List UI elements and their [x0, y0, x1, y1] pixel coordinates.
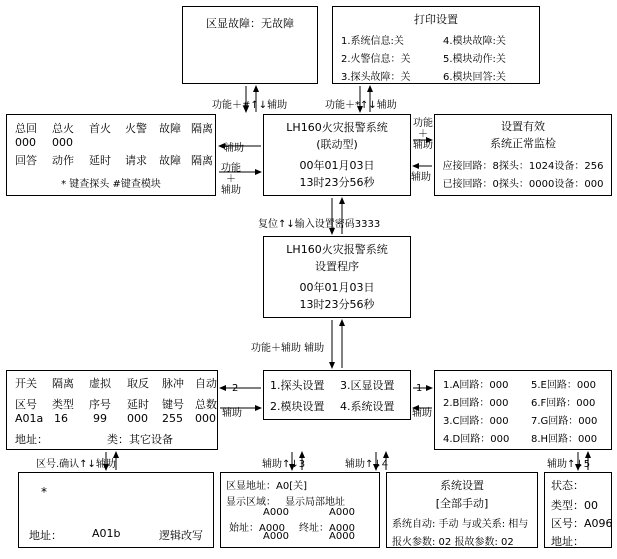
status-addr-label: 地址： [551, 535, 584, 548]
label-aux-3: 辅助↑↓3 [262, 459, 306, 470]
status-type-label: 类型：00 [551, 499, 598, 512]
status-r3c4: 请求 [125, 154, 147, 167]
zone-display-r2c2: 终址：A000 [299, 523, 355, 534]
probe-r1c5: 脉冲 [162, 377, 184, 390]
menu-item-module[interactable]: 2.模块设置 [270, 400, 325, 413]
system-settings-title: 系统设置 [440, 479, 484, 492]
zone-fault-text: 区显故障：无故障 [206, 17, 294, 30]
label-num-1: 1 [416, 383, 423, 394]
label-aux-2: 辅助 [222, 408, 242, 419]
label-aux-right-bottom: 辅助 [411, 172, 431, 183]
label-aux-top-left: 辅助 [224, 143, 244, 154]
label-func-star-aux: 功能＋*↑↓辅助 [325, 100, 397, 111]
settings-valid-sub: 系统正常监检 [490, 137, 556, 150]
label-num-2: 2 [232, 383, 239, 394]
print-settings-r1c1: 1.系统信息:关 [341, 36, 404, 47]
probe-r3c5: 255 [162, 412, 183, 425]
main-panel-time: 13时23分56秒 [299, 176, 375, 189]
status-r1c6: 隔离 [191, 122, 213, 135]
main-panel-box [263, 114, 411, 196]
status-box [544, 472, 612, 548]
logic-edit-addr-label: 地址： [29, 529, 62, 542]
zone-display-box [220, 472, 380, 548]
logic-edit-right: 逻辑改写 [159, 529, 203, 542]
print-settings-r2c1: 2.火警信息：关 [341, 54, 411, 65]
status-state-label: 状态： [551, 479, 584, 492]
probe-r2c2: 类型 [52, 398, 74, 411]
status-zone-label: 区号：A096 [551, 517, 613, 530]
status-r3c1: 回答 [15, 154, 37, 167]
label-func-plus-aux: 功能＋辅助 辅助 [251, 343, 325, 354]
setup-program-time: 13时23分56秒 [299, 298, 375, 311]
menu-item-system[interactable]: 4.系统设置 [340, 400, 395, 413]
setup-program-box [263, 236, 411, 318]
status-r3c6: 隔离 [191, 154, 213, 167]
status-r2c1: 000 [15, 136, 36, 149]
probe-r2c1: 区号 [15, 398, 37, 411]
loop-c: 3.C回路：000 [443, 416, 509, 427]
label-aux-5: 辅助↑↓5 [547, 459, 591, 470]
menu-item-probe[interactable]: 1.探头设置 [270, 379, 325, 392]
loop-a: 1.A回路：000 [443, 380, 509, 391]
zone-display-r3c2: A000 [329, 531, 355, 542]
label-func-aux-right: 功能 ＋ 辅助 [413, 118, 433, 151]
settings-valid-box [434, 114, 612, 196]
loop-b: 2.B回路：000 [443, 398, 509, 409]
probe-r1c3: 虚拟 [89, 377, 111, 390]
print-settings-box [332, 6, 540, 84]
loop-h: 8.H回路：000 [531, 434, 598, 445]
zone-display-r1c1: A000 [263, 507, 289, 518]
label-func-hash-aux: 功能＋#↑↓辅助 [212, 100, 288, 111]
logic-edit-star: * [41, 485, 47, 499]
label-aux-1: 辅助 [412, 408, 432, 419]
label-reset-password: 复位↑↓输入设置密码3333 [258, 219, 381, 230]
system-settings-params: 报火参数: 02 报故参数: 02 [392, 537, 514, 548]
probe-r3c6: 000 [195, 412, 216, 425]
loop-e: 5.E回路：000 [531, 380, 596, 391]
probe-r1c4: 取反 [127, 377, 149, 390]
settings-valid-connected: 已接回路：0探头：0000设备：000 [442, 179, 604, 190]
probe-settings-box [6, 370, 218, 450]
probe-r1c6: 自动 [195, 377, 217, 390]
status-r1c1: 总回 [15, 122, 37, 135]
system-settings-mode: 系统自动: 手动 与或关系: 相与 [392, 519, 529, 530]
print-settings-r3c1: 3.探头故障：关 [341, 72, 411, 83]
print-settings-title: 打印设置 [414, 13, 458, 26]
setup-program-date: 00年01月03日 [299, 281, 375, 294]
status-r3c3: 延时 [89, 154, 111, 167]
main-panel-title: LH160火灾报警系统 [286, 121, 388, 134]
status-r3c2: 动作 [52, 154, 74, 167]
probe-r3c1: A01a [15, 412, 44, 425]
system-settings-box [386, 472, 538, 548]
label-zone-confirm: 区号.确认↑↓辅助 [36, 459, 116, 470]
logic-edit-addr-value: A01b [92, 527, 121, 540]
setup-program-title: LH160火灾报警系统 [286, 243, 388, 256]
print-settings-r2c2: 5.模块动作:关 [443, 54, 506, 65]
settings-valid-title: 设置有效 [501, 120, 545, 133]
zone-display-r1c2: A000 [329, 507, 355, 518]
zone-display-r3c1: A000 [263, 531, 289, 542]
status-r1c2: 总火 [52, 122, 74, 135]
label-func-aux-left: 功能 ＋ 辅助 [221, 163, 241, 196]
status-r3c5: 故障 [159, 154, 181, 167]
main-panel-subtitle: (联动型) [316, 138, 358, 151]
probe-r3c4: 000 [127, 412, 148, 425]
probe-r1c2: 隔离 [52, 377, 74, 390]
zone-fault-box [182, 6, 318, 84]
settings-valid-expected: 应接回路：8探头：1024设备：256 [442, 161, 604, 172]
probe-r2c4: 延时 [127, 398, 149, 411]
label-aux-4: 辅助↑↓4 [345, 459, 389, 470]
zone-display-local-label: 显示局部地址 [285, 497, 345, 508]
menu-item-zone[interactable]: 3.区显设置 [340, 379, 395, 392]
probe-r2c6: 总数 [195, 398, 217, 411]
zone-display-address: 区显地址：A0[关] [226, 481, 308, 492]
menu-main-box [263, 370, 411, 420]
setup-program-sub: 设置程序 [315, 260, 359, 273]
loop-f: 6.F回路：000 [531, 398, 596, 409]
probe-r2c5: 键号 [162, 398, 184, 411]
status-r1c5: 故障 [159, 122, 181, 135]
probe-address-label: 地址： [15, 433, 48, 446]
main-panel-date: 00年01月03日 [299, 159, 375, 172]
status-r1c4: 火警 [125, 122, 147, 135]
left-status-box [6, 114, 216, 196]
probe-r3c3: 99 [93, 412, 107, 425]
loop-d: 4.D回路：000 [443, 434, 510, 445]
probe-r1c1: 开关 [15, 377, 37, 390]
probe-r2c3: 序号 [89, 398, 111, 411]
print-settings-r3c2: 6.模块回答:关 [443, 72, 506, 83]
probe-type-label: 类：其它设备 [107, 433, 173, 446]
zone-display-r2c1: 始址：A000 [229, 523, 285, 534]
print-settings-r1c2: 4.模块故障:关 [443, 36, 506, 47]
zone-display-area-label: 显示区域： [226, 497, 276, 508]
status-r1c3: 首火 [89, 122, 111, 135]
system-settings-sub: [全部手动] [435, 497, 489, 510]
probe-r3c2: 16 [54, 412, 68, 425]
loop-g: 7.G回路：000 [531, 416, 598, 427]
status-r2c2: 000 [52, 136, 73, 149]
loops-box [434, 370, 612, 450]
logic-edit-box [18, 472, 214, 548]
status-hint: * 键查探头 #键查模块 [61, 179, 161, 190]
